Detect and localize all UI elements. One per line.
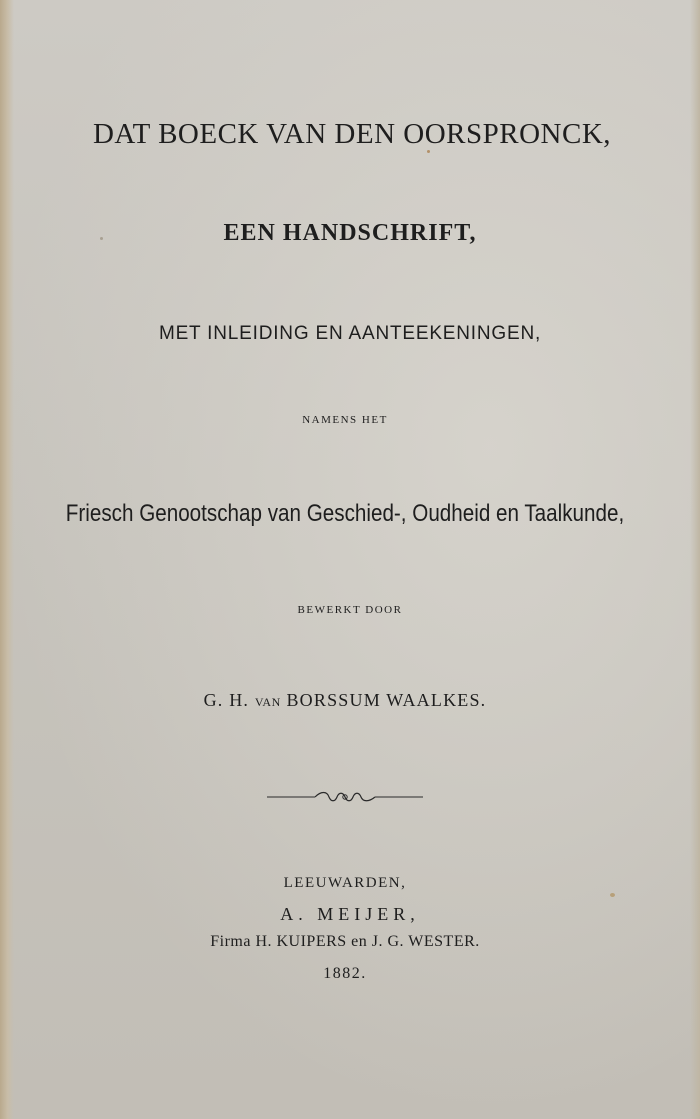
author-particle: VAN [254, 695, 281, 709]
ornamental-divider-icon [265, 789, 425, 805]
paper-speck [100, 237, 103, 240]
imprint-year: 1882. [323, 965, 367, 982]
imprint-place: LEEUWARDEN, [283, 875, 407, 891]
namens-het-label: NAMENS HET [302, 414, 388, 426]
society-name: Friesch Genootschap van Geschied-, Oudheid en Taalkunde, [65, 500, 625, 527]
imprint-firm: Firma H. KUIPERS en J. G. WESTER. [210, 933, 480, 950]
book-subtitle: EEN HANDSCHRIFT, [223, 220, 477, 246]
paper-speck [610, 893, 615, 897]
paper-speck [427, 150, 430, 153]
author-name [0, 690, 695, 711]
author-surname: BORSSUM WAALKES. [286, 690, 487, 710]
book-title: DAT BOECK VAN DEN OORSPRONCK, [92, 118, 612, 150]
bewerkt-door-label: BEWERKT DOOR [297, 604, 403, 616]
page-left-edge [0, 0, 14, 1119]
author-initials: G. H. [203, 690, 250, 710]
book-subtitle-secondary: MET INLEIDING EN AANTEEKENINGEN, [158, 323, 542, 344]
imprint-publisher: A. MEIJER, [280, 904, 420, 924]
page-right-edge [690, 0, 700, 1119]
